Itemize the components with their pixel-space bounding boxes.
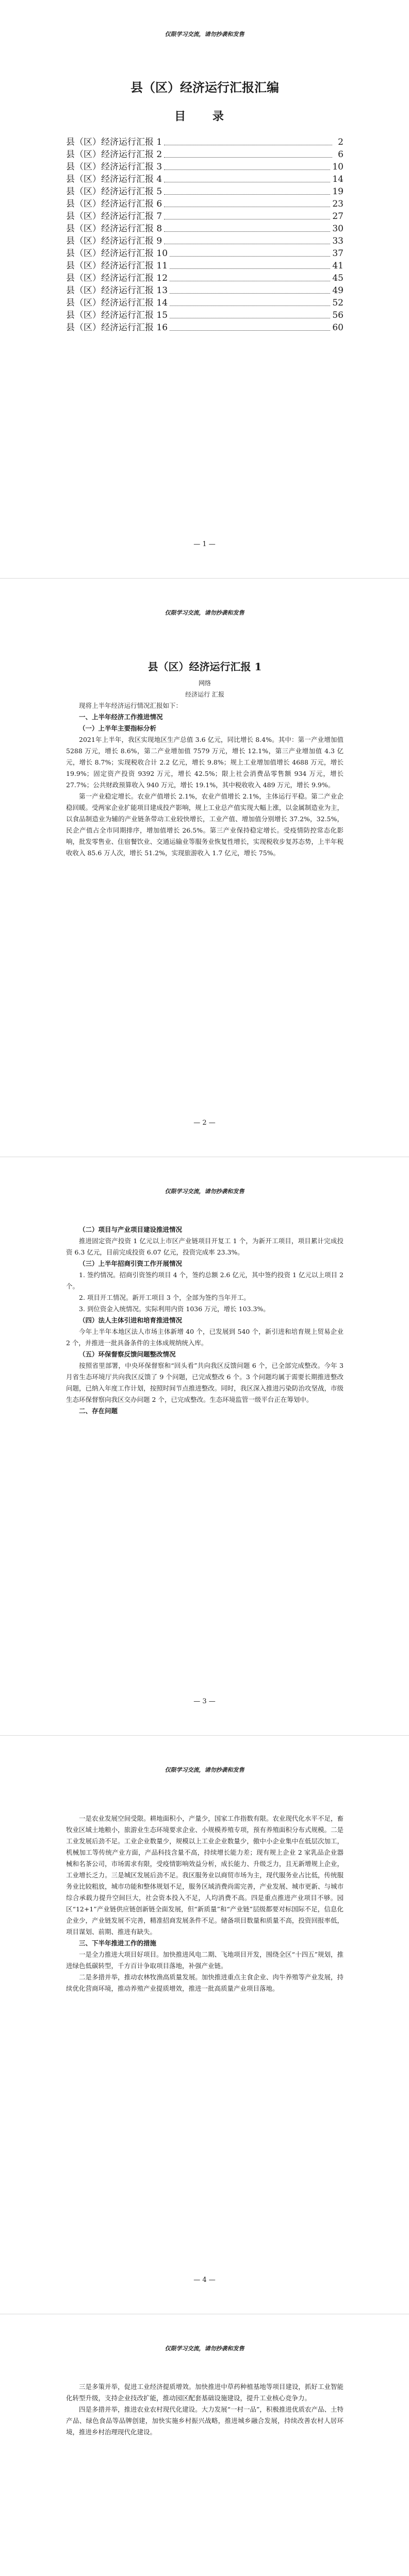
toc-list xyxy=(66,136,343,334)
measure-paragraph: 四是多措并举，推进农业农村现代化建设。大力发展“一村一品”，积极推进优质农产品、土特产品、绿色食品等品牌创建，加快实施乡村振兴战略，推进城乡融合发展，持续改善农村人居环境，推进乡村治理现代化建设。 xyxy=(66,2405,343,2436)
report-title: 县（区）经济运行汇报 1 xyxy=(148,660,262,673)
page-number: — 4 — xyxy=(193,2276,216,2284)
document-title: 县（区）经济运行汇报汇编 xyxy=(130,80,279,95)
subsection-heading: （二）项目与产业项目建设推进情况 xyxy=(79,1226,183,1233)
section-heading: 一、上半年经济工作推进情况 xyxy=(79,713,163,721)
toc-leader-dots xyxy=(164,231,330,232)
page-4 xyxy=(0,1736,409,2314)
page-1 xyxy=(0,0,409,578)
toc xyxy=(66,77,343,334)
page-2 xyxy=(0,579,409,1157)
toc-entry-label: 县（区）经济运行汇报 2 xyxy=(66,149,162,160)
toc-entry-page: 6 xyxy=(338,149,343,160)
toc-entry-label: 县（区）经济运行汇报 10 xyxy=(66,248,168,259)
subsection-heading: （一）上半年主要指标分析 xyxy=(79,724,157,732)
problems-paragraph: 一是农业发展空间受限。耕地面积小，产量少，国家工作指数有限。农业现代化水平不足，畜牧业区域土地粮小，旅游业生态环境要求企业、小规模养殖专项，预有养殖面积分布式规模。二是工业发展后劲不足。工业企业数量少，规模以上工业企业数量少，傲中小企业集中在低层次加工，机械加工等传统产业方面，产品科技含量不高，持续增长能力差；现有规上企业 2 家乳品企业器械和名茶公司，市场需求有限，受疫情影响效益分析，成长能力、升级乏力，且无新增规上企业，工业增长乏力。三是城区发展后劲不足。我区服务业以商贸市场为主，现代服务业占比低，传统服务业比较粗放，城市功能和整体规划不足，服务区域消费尚需完善，产业发展、城市更新、与城市综合承载力提升空间巨大，社会资本投入不足，人均消费不高。四是重点推进产业项目不够。园区“12+1”产业链供应链创新链全面发展，但“新质量”和“产业链”层级都要对标国际不足，信息化企业少，产业链发展不完善，精准招商发展条件不足。储备项目数量和质量不高，投资回报率低，项目谋划、前期、推进有缺失。 xyxy=(66,1815,343,1936)
page-3 xyxy=(0,1157,409,1735)
subsection-heading: （四）法人主体引进和培育推进情况 xyxy=(79,1316,183,1324)
toc-entry-page: 33 xyxy=(332,236,343,246)
toc-entry[interactable] xyxy=(66,136,343,148)
watermark: 仅限学习交流，请勿抄袭和发售 xyxy=(165,2345,244,2352)
investment-item: 2. 项目开工情况。新开工项目 3 个，全部为签约当年开工。 xyxy=(79,1294,250,1301)
toc-entry-page: 19 xyxy=(332,187,343,197)
toc-entry-page: 10 xyxy=(332,162,343,172)
toc-entry-label: 县（区）经济运行汇报 9 xyxy=(66,236,162,246)
report-body-2 xyxy=(66,1224,343,1417)
toc-entry-page: 2 xyxy=(338,137,343,147)
toc-entry[interactable] xyxy=(66,148,343,161)
toc-entry-page: 52 xyxy=(332,298,343,308)
toc-entry-page: 30 xyxy=(332,224,343,234)
legal-entity-paragraph: 今年上半年本地区法人市场主体新增 40 个，已发展到 540 个，新引进和培育规上贸易企业 2 个，并推进一批具备条件的主体成规纳统入库。 xyxy=(66,1328,343,1347)
subsection-heading: （三）上半年招商引资工作开展情况 xyxy=(79,1260,183,1267)
toc-entry[interactable] xyxy=(66,247,343,260)
toc-leader-dots xyxy=(170,293,330,294)
toc-entry-page: 23 xyxy=(332,199,343,209)
toc-entry[interactable] xyxy=(66,309,343,321)
toc-entry-label: 县（区）经济运行汇报 11 xyxy=(66,261,168,271)
industry-paragraph: 第一产业稳定增长。农业产值增长 2.1%，农业产值增长 2.1%，主体运行平稳。第二产业企稳回暖。受两家企业扩能项目建成投产影响，规上工业总产值实现大幅上涨，以金属制造业为主，以食品制造业为辅的产业链条带动工业较快增长，工业产值、增加值分别增长 37.2%，32.5%，民企产值占全市同期排序，增加值增长 26.5%。第三产业保持稳定增长。受疫情防控常态化影响，批发零售业、住宿餐饮业、交通运输业等服务业恢复性增长，实现税收步复苏态势，上半年税收收入 85.6 万人次，增长 51.2%，实现旅游收入 1.7 亿元，增长 75%。 xyxy=(66,792,343,857)
report-body-4 xyxy=(66,2381,343,2438)
toc-entry[interactable] xyxy=(66,297,343,309)
toc-entry-page: 14 xyxy=(332,174,343,184)
project-paragraph: 推进固定资产投资 1 亿元以上市区产业链项目开复工 1 个，为新开工项目，项目累计完成投资 6.3 亿元，目前完成投资 6.07 亿元，投资完成率 23.3%。 xyxy=(66,1237,343,1256)
toc-entry-label: 县（区）经济运行汇报 14 xyxy=(66,298,168,308)
environment-paragraph: 按照省里部署，中央环保督察和“回头看”共向我区反馈问题 6 个，已全部完成整改。今年 3 月省生态环境厅共向我区反馈了 9 个问题，已完成整改 6 个。3 个问题均属于需要长期推进整改问题，已纳入年度工作计划，按照时间节点推进整改。同时，我区深入推进污染防治攻坚战，市级生态环保督察向我区交办问题 2 个，已完成整改。生态环境监管一级平台正在筹划中。 xyxy=(66,1362,343,1403)
toc-entry[interactable] xyxy=(66,235,343,247)
toc-leader-dots xyxy=(164,157,332,158)
watermark: 仅限学习交流，请勿抄袭和发售 xyxy=(165,1188,244,1195)
investment-item: 3. 到位资金入统情况。实际利用内资 1036 万元，增长 103.3%。 xyxy=(79,1305,270,1313)
toc-entry-label: 县（区）经济运行汇报 16 xyxy=(66,323,168,333)
toc-entry-page: 49 xyxy=(332,285,343,296)
toc-entry[interactable] xyxy=(66,223,343,235)
measure-paragraph: 三是多策并举，促进工业经济提质增效。加快推进中草药种植基地等项目建设，抓好工业智能化转型升级，支持企业技改扩能，推动园区配套基础设施建设，提升工业核心竞争力。 xyxy=(66,2383,343,2402)
toc-entry-label: 县（区）经济运行汇报 6 xyxy=(66,199,162,209)
subsection-heading: （五）环保督察反馈问题整改情况 xyxy=(79,1350,176,1358)
toc-heading: 目 录 xyxy=(174,110,235,123)
page-number: — 2 — xyxy=(193,1119,216,1127)
report-body-1 xyxy=(66,658,343,859)
toc-entry[interactable] xyxy=(66,260,343,272)
toc-leader-dots xyxy=(164,194,330,195)
toc-entry-label: 县（区）经济运行汇报 5 xyxy=(66,187,162,197)
toc-entry-page: 56 xyxy=(332,310,343,320)
toc-entry[interactable] xyxy=(66,161,343,173)
toc-entry-label: 县（区）经济运行汇报 8 xyxy=(66,224,162,234)
toc-leader-dots xyxy=(170,256,330,257)
toc-entry-page: 37 xyxy=(332,248,343,259)
page-5 xyxy=(0,2314,409,2576)
measure-paragraph: 二是多措并举，推动农林牧渔高质量发展。加快推进重点主食企业、肉牛养殖等产业发展，持续优化营商环境，推动养殖产业提质增效，推进一批高质量产业项目落地。 xyxy=(66,1973,343,1992)
toc-entry-label: 县（区）经济运行汇报 12 xyxy=(66,273,168,283)
toc-entry-label: 县（区）经济运行汇报 15 xyxy=(66,310,168,320)
toc-entry-label: 县（区）经济运行汇报 13 xyxy=(66,285,168,296)
toc-entry[interactable] xyxy=(66,284,343,297)
toc-leader-dots xyxy=(170,268,330,269)
toc-entry[interactable] xyxy=(66,272,343,284)
toc-entry-label: 县（区）经济运行汇报 3 xyxy=(66,162,162,172)
section-heading: 二、存在问题 xyxy=(79,1407,118,1415)
page-number: — 3 — xyxy=(193,1698,216,1705)
toc-entry-page: 60 xyxy=(332,323,343,333)
toc-entry-label: 县（区）经济运行汇报 1 xyxy=(66,137,162,147)
watermark: 仅限学习交流，请勿抄袭和发售 xyxy=(165,1767,244,1773)
gdp-paragraph: 2021年上半年，我区实现地区生产总值 3.6 亿元，同比增长 8.4%。其中：第一产业增加值 5288 万元，增长 8.6%，第二产业增加值 7579 万元，增长 12.1%，第三产业增加值 4.3 亿元，增长 8.7%；实现税收合计 2.2 亿元，增长 9.8%；规上工业增加值增长 4688 万元，增长 19.9%；固定资产投资 9392 万元，增长 42.5%；限上社会消费品零售额 934 万元，增长 27.7%；公共财政预算收入 940 万元，增长 19.1%，其中税收收入 489 万元，增长 9.9%。 xyxy=(66,736,343,789)
toc-entry-page: 41 xyxy=(332,261,343,271)
toc-entry[interactable] xyxy=(66,321,343,334)
toc-entry-page: 27 xyxy=(332,211,343,222)
investment-item: 1. 签约情况。招商引资签约项目 4 个，签约总额 2.6 亿元，其中签约投资 1 亿元以上项目 2 个。 xyxy=(66,1271,343,1290)
report-body-3 xyxy=(66,1813,343,1994)
page-number: — 1 — xyxy=(193,540,216,548)
intro-paragraph: 现将上半年经济运行情况汇报如下： xyxy=(79,702,183,709)
toc-entry[interactable] xyxy=(66,198,343,210)
toc-entry-page: 45 xyxy=(332,273,343,283)
watermark: 仅限学习交流，请勿抄袭和发售 xyxy=(165,609,244,616)
toc-entry[interactable] xyxy=(66,173,343,185)
toc-entry[interactable] xyxy=(66,210,343,223)
toc-entry[interactable] xyxy=(66,185,343,198)
report-source: 网络 xyxy=(198,680,211,687)
toc-leader-dots xyxy=(170,330,330,331)
toc-entry-label: 县（区）经济运行汇报 4 xyxy=(66,174,162,184)
toc-entry-label: 县（区）经济运行汇报 7 xyxy=(66,211,162,222)
measure-paragraph: 一是全力推进大项目好项目。加快推进风电二期、飞地项目开发，围绕全区“十四五”规划，推进绿色低碳转型，千方百计争取项目落地，补强产业链。 xyxy=(66,1951,343,1970)
watermark: 仅限学习交流，请勿抄袭和发售 xyxy=(165,31,244,38)
section-heading: 三、下半年推进工作的措施 xyxy=(79,1939,157,1947)
report-subtitle: 经济运行 汇报 xyxy=(185,691,224,698)
